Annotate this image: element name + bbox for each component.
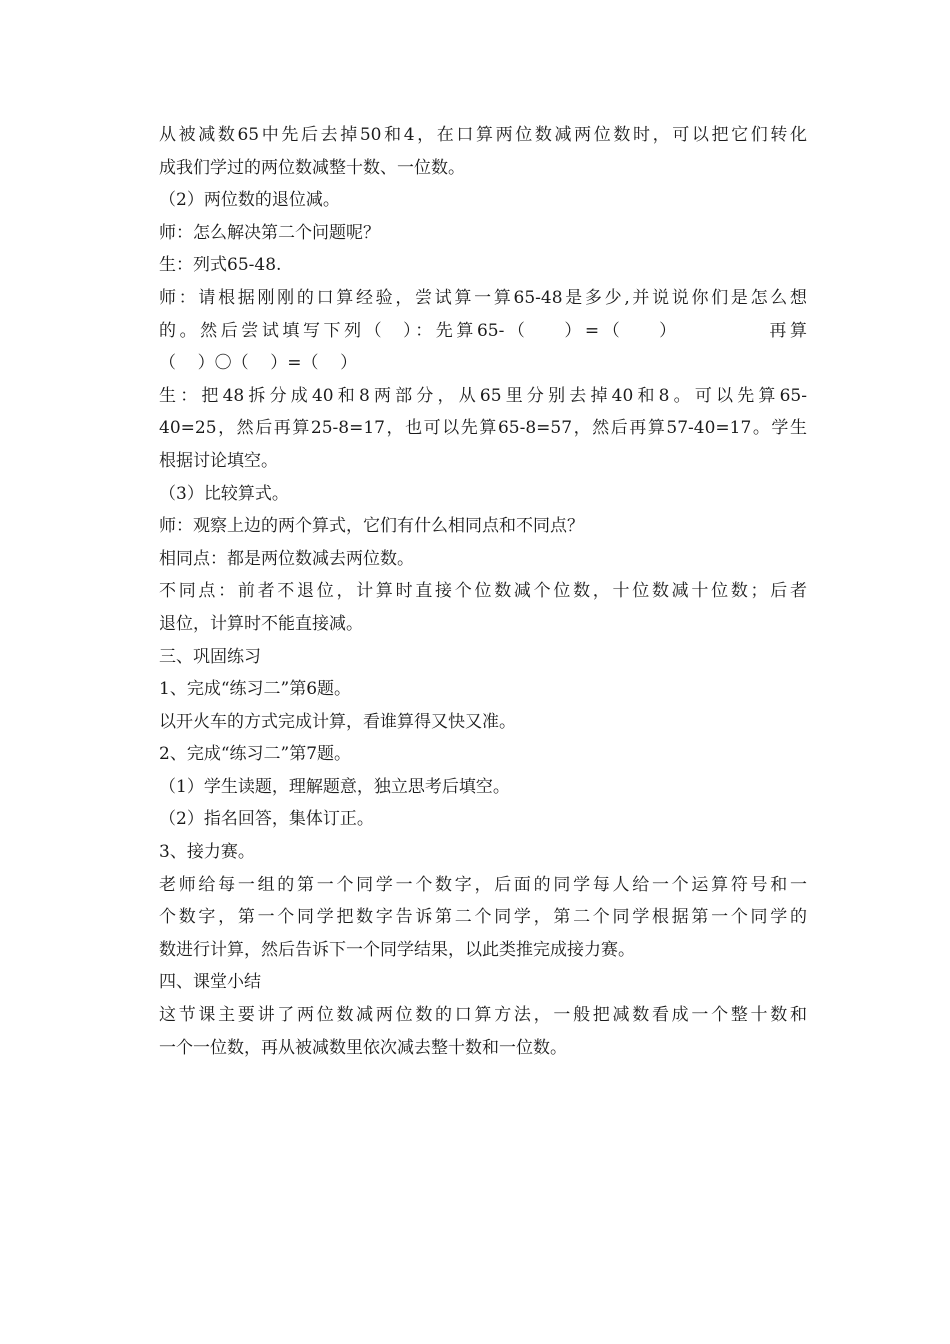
text-line: 相同点：都是两位数减去两位数。	[159, 548, 414, 569]
text-line: 生：把48拆分成40和8两部分，从65里分别去掉40和8。可以先算65-	[159, 385, 807, 406]
text-line: 1、完成“练习二”第6题。	[159, 679, 352, 700]
text-line: （3）比较算式。	[159, 483, 289, 504]
text-line: 师：请根据刚刚的口算经验，尝试算一算65-48是多少,并说说你们是怎么想	[159, 287, 807, 308]
text-line: 个数字，第一个同学把数字告诉第二个同学，第二个同学根据第一个同学的	[159, 907, 807, 928]
text-line: 以开火车的方式完成计算，看谁算得又快又准。	[159, 711, 516, 732]
text-line: 一个一位数，再从被减数里依次减去整十数和一位数。	[159, 1037, 567, 1058]
text-line: 的。然后尝试填写下列（ ）：先算65-（ ）=（ ） 再算	[159, 320, 807, 341]
text-line: 成我们学过的两位数减整十数、一位数。	[159, 157, 465, 178]
text-line: 师：观察上边的两个算式，它们有什么相同点和不同点？	[159, 516, 584, 537]
text-line: 师：怎么解决第二个问题呢？	[159, 222, 380, 243]
text-line: 生：列式65-48.	[159, 255, 282, 276]
text-line: 四、课堂小结	[159, 972, 261, 993]
text-line: 退位，计算时不能直接减。	[159, 613, 363, 634]
text-line: 三、巩固练习	[159, 646, 261, 667]
text-line: 40=25，然后再算25-8=17，也可以先算65-8=57，然后再算57-40=17。学生	[159, 418, 807, 439]
text-line: 3、接力赛。	[159, 842, 255, 863]
text-line: （2）两位数的退位减。	[159, 190, 340, 211]
document-body	[159, 119, 807, 1064]
text-line: （2）指名回答，集体订正。	[159, 809, 374, 830]
text-line: （1）学生读题，理解题意，独立思考后填空。	[159, 776, 510, 797]
text-line: （ ）〇（ ）=（ ）	[159, 353, 358, 374]
text-line: 根据讨论填空。	[159, 450, 278, 471]
text-line: 2、完成“练习二”第7题。	[159, 744, 352, 765]
text-line: 数进行计算，然后告诉下一个同学结果，以此类推完成接力赛。	[159, 939, 635, 960]
text-line: 老师给每一组的第一个同学一个数字，后面的同学每人给一个运算符号和一	[159, 874, 807, 895]
text-line: 这节课主要讲了两位数减两位数的口算方法，一般把减数看成一个整十数和	[159, 1005, 807, 1026]
text-line: 不同点：前者不退位，计算时直接个位数减个位数，十位数减十位数；后者	[159, 581, 807, 602]
text-line: 从被减数65中先后去掉50和4，在口算两位数减两位数时，可以把它们转化	[159, 125, 807, 145]
